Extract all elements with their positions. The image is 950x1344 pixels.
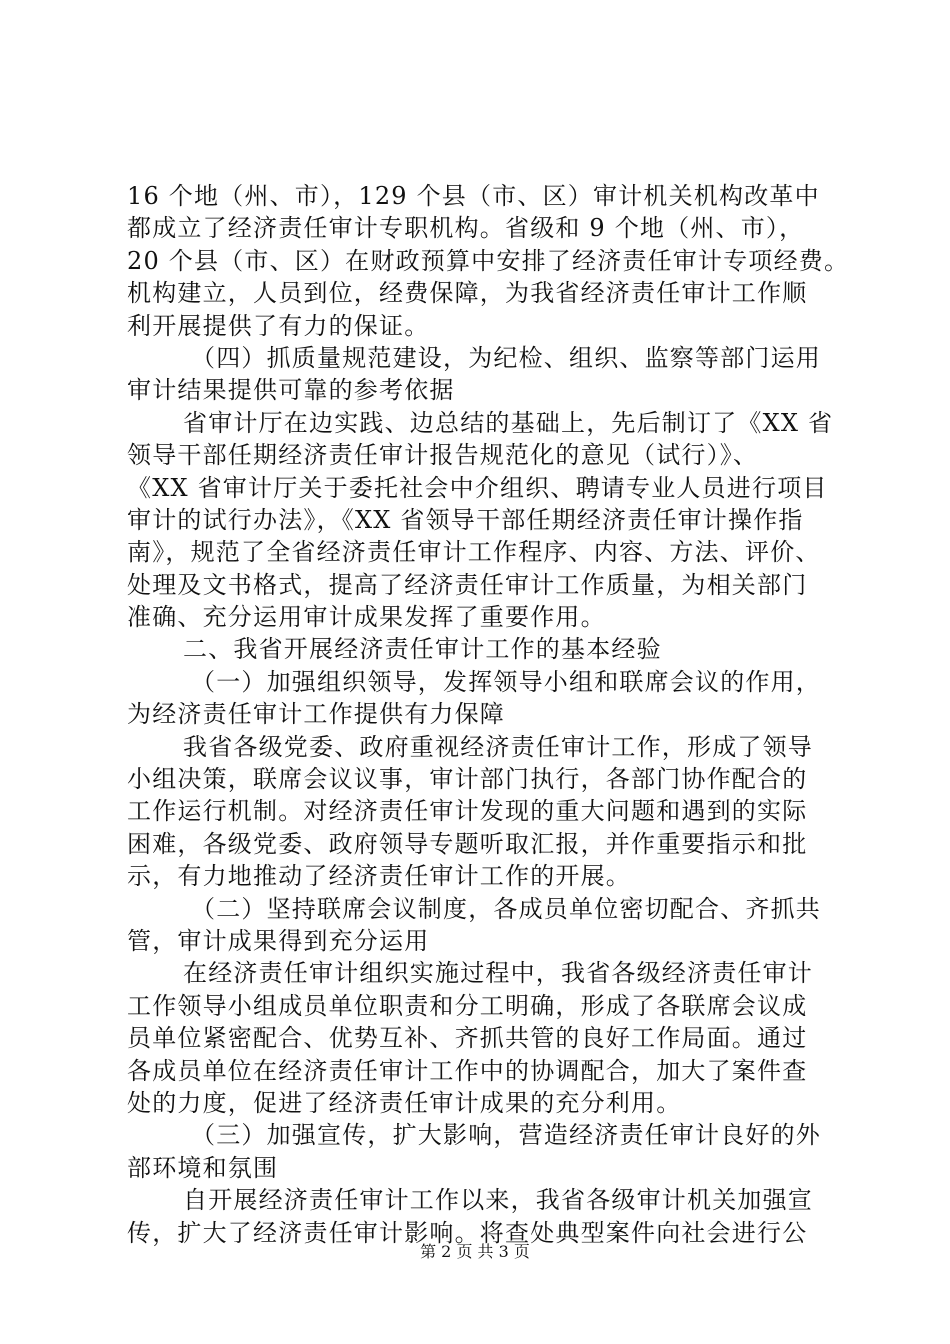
- text-line: 各成员单位在经济责任审计工作中的协调配合，加大了案件查: [127, 1056, 808, 1085]
- section-heading-line: （三）加强宣传，扩大影响，营造经济责任审计良好的外: [191, 1121, 821, 1150]
- text-line: 处的力度，促进了经济责任审计成果的充分利用。: [127, 1088, 682, 1117]
- text-line: 《XX 省审计厅关于委托社会中介组织、聘请专业人员进行项目: [127, 473, 828, 502]
- text-line: 都成立了经济责任审计专职机构。省级和 9 个地（州、市），: [127, 214, 805, 243]
- text-line: 机构建立，人员到位，经费保障，为我省经济责任审计工作顺: [127, 279, 808, 308]
- section-heading-line: 审计结果提供可靠的参考依据: [127, 376, 455, 405]
- text-line: 在经济责任审计组织实施过程中，我省各级经济责任审计: [183, 959, 813, 988]
- text-line: 审计的试行办法》，《XX 省领导干部任期经济责任审计操作指: [127, 505, 804, 534]
- text-line: 困难，各级党委、政府领导专题听取汇报，并作重要指示和批: [127, 829, 808, 858]
- section-heading-line: （二）坚持联席会议制度，各成员单位密切配合、齐抓共: [191, 894, 821, 923]
- text-line: 20 个县（市、区）在财政预算中安排了经济责任审计专项经费。: [127, 246, 850, 275]
- text-line: 南》，规范了全省经济责任审计工作程序、内容、方法、评价、: [127, 538, 821, 567]
- text-line: 小组决策，联席会议议事，审计部门执行，各部门协作配合的: [127, 765, 808, 794]
- text-line: 处理及文书格式，提高了经济责任审计工作质量，为相关部门: [127, 570, 808, 599]
- page-number: 第 2 页 共 3 页: [420, 1242, 530, 1261]
- page-footer: [0, 1239, 950, 1262]
- text-line: 工作领导小组成员单位职责和分工明确，形成了各联席会议成: [127, 991, 808, 1020]
- text-line: 领导干部任期经济责任审计报告规范化的意见（试行）》、: [127, 441, 759, 470]
- chapter-heading-line: 二、我省开展经济责任审计工作的基本经验: [183, 635, 662, 664]
- text-line: 准确、充分运用审计成果发挥了重要作用。: [127, 603, 606, 632]
- text-line: 传，扩大了经济责任审计影响。将查处典型案件向社会进行公: [127, 1218, 808, 1247]
- text-line: 员单位紧密配合、优势互补、齐抓共管的良好工作局面。通过: [127, 1024, 808, 1053]
- text-line: 省审计厅在边实践、边总结的基础上，先后制订了《XX 省: [183, 408, 834, 437]
- text-line: 我省各级党委、政府重视经济责任审计工作，形成了领导: [183, 732, 813, 761]
- text-line: 示，有力地推动了经济责任审计工作的开展。: [127, 862, 631, 891]
- body-text: [127, 180, 850, 1249]
- section-heading-line: （一）加强组织领导，发挥领导小组和联席会议的作用，: [191, 667, 821, 696]
- section-heading-line: 部环境和氛围: [127, 1153, 279, 1182]
- text-line: 工作运行机制。对经济责任审计发现的重大问题和遇到的实际: [127, 797, 808, 826]
- text-line: 利开展提供了有力的保证。: [127, 311, 430, 340]
- text-line: 自开展经济责任审计工作以来，我省各级审计机关加强宣: [183, 1186, 813, 1215]
- text-line: 16 个地（州、市），129 个县（市、区）审计机关机构改革中: [127, 182, 820, 210]
- section-heading-line: 管，审计成果得到充分运用: [127, 926, 430, 955]
- section-heading-line: （四）抓质量规范建设，为纪检、组织、监察等部门运用: [191, 343, 821, 372]
- section-heading-line: 为经济责任审计工作提供有力保障: [127, 700, 505, 729]
